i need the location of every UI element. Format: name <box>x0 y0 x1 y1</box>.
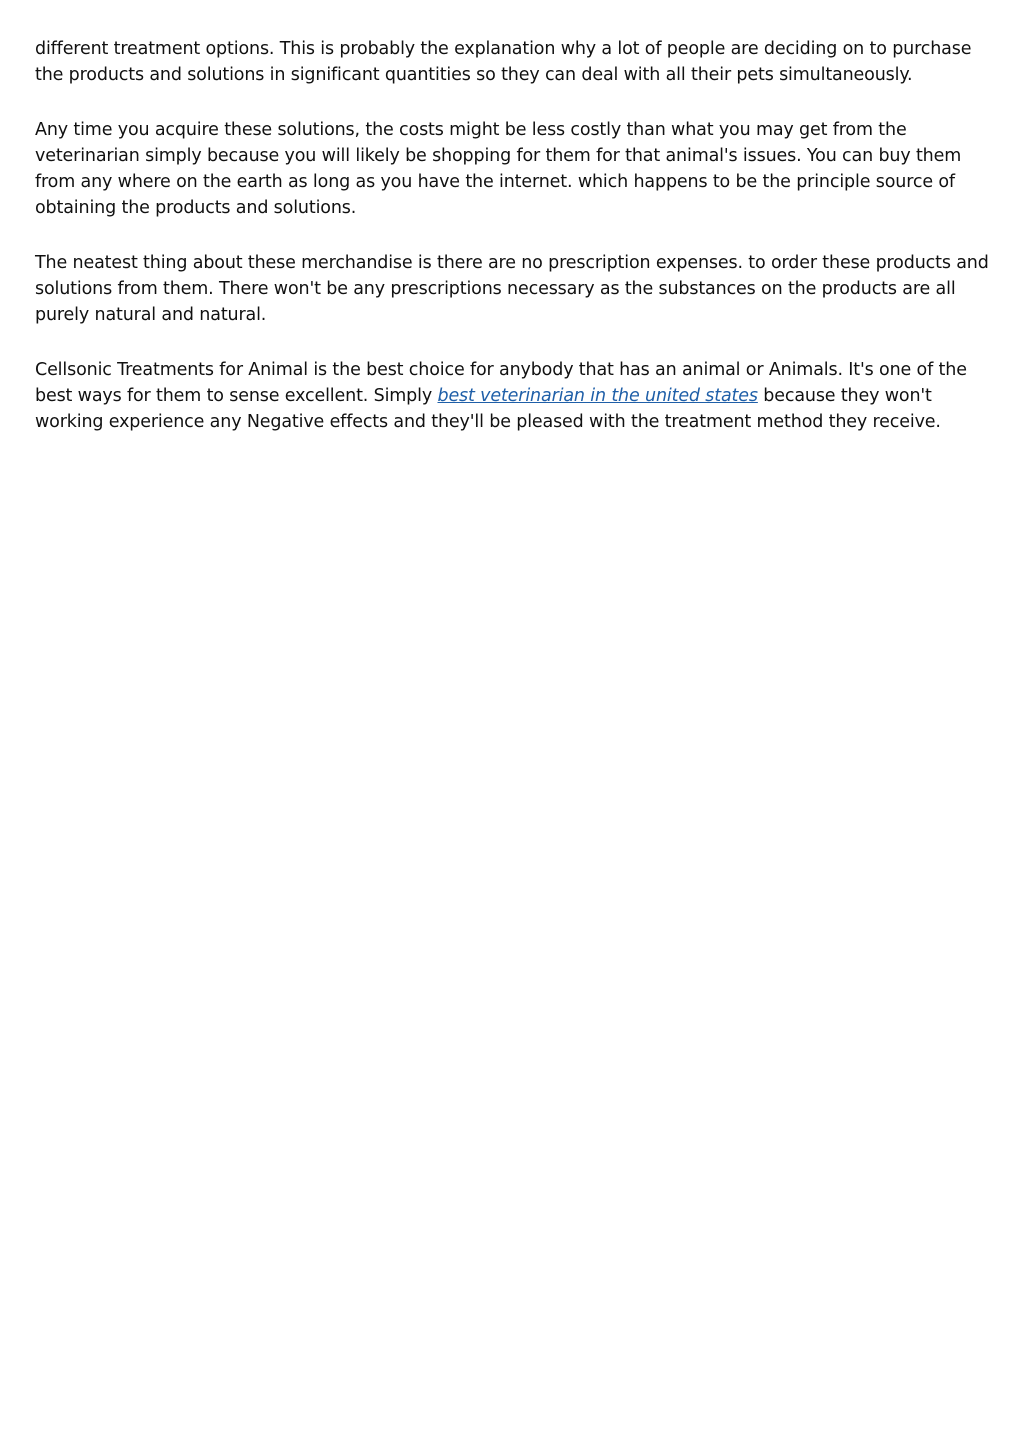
paragraph-treatment-options: different treatment options. This is probably the explanation why a lot of people are deciding on to purchase the products and solutions in significant quantities so they can deal with all their pets simultaneously. <box>35 39 972 85</box>
paragraph-cellsonic <box>35 357 990 435</box>
best-veterinarian-link[interactable]: best veterinarian in the united states <box>437 386 758 406</box>
paragraph-no-prescription: The neatest thing about these merchandise is there are no prescription expenses. to order these products and solutions from them. There won't be any prescriptions necessary as the substances on the products are all purely natural and natural. <box>35 253 989 325</box>
document-body <box>35 36 990 464</box>
paragraph-cellsonic-text-after-link: because they won't working experience any Negative effects and they'll be pleased with the treatment method they receive. <box>35 386 941 432</box>
paragraph-costs: Any time you acquire these solutions, the costs might be less costly than what you may get from the veterinarian simply because you will likely be shopping for them for that animal's issues. You can buy them from any where on the earth as long as you have the internet. which happens to be the principle source of obtaining the products and solutions. <box>35 120 962 218</box>
paragraph-cellsonic-text-before-link: Cellsonic Treatments for Animal is the best choice for anybody that has an animal or Animals. It's one of the best ways for them to sense excellent. Simply <box>35 360 967 406</box>
